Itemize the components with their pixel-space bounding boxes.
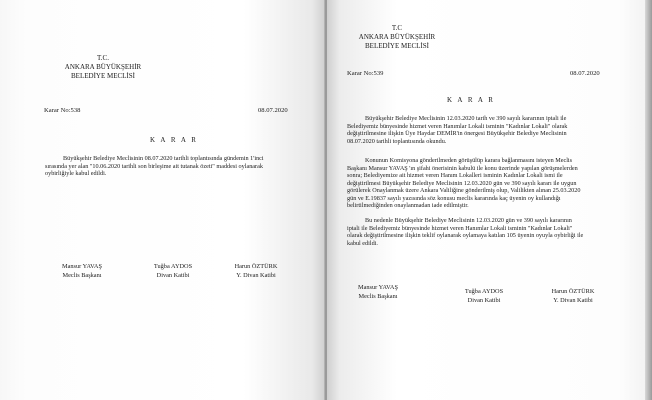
left-body-line: sırasında yer alan "10.06.2020 tarihli son birleşime ait tutanak özeti" maddesi oylanarak [45,162,263,170]
right-para-2-line: belirtilmediğinden onaylanmadan iade edilmiştir. [347,202,469,209]
right-para-2-line: Başkanı Mansur YAVAŞ 'ın şifahi önerisinin kabulü ile konu üzerinde yapılan görüşmelerden [347,164,578,172]
left-header-line-1: T.C. [97,54,109,62]
right-para-1-line: Büyükşehir Belediye Meclisinin 12.03.2020 tarih ve 390 sayılı kararının iptali ile [365,115,567,122]
signature-name: Mansur YAVAŞ [358,284,398,291]
right-signature-2 [449,287,519,305]
signature-name: Tuğba AYDOS [153,263,193,270]
left-header [58,54,148,81]
left-signature-3 [218,262,294,280]
left-signature-1 [44,262,120,280]
right-para-1 [347,115,609,145]
right-para-1-line: Belediyemiz bünyesinde hizmet veren Hanımlar Lokali isminin "Kadınlar Lokali" olarak [347,122,568,130]
right-header-line-2: ANKARA BÜYÜKŞEHİR [358,33,436,41]
right-para-3-line: kabul edildi. [347,239,378,247]
left-karar-no: Karar No:538 [44,107,81,114]
right-para-2-line: gün ve E.19837 sayılı yazısında söz konusu meclis kararında kaç üyenin oy kullandığı [347,194,561,202]
right-para-2-line: sonra; Belediyemize ait hizmet veren Hanım Lokalleri isminin Kadınlar Lokali ismi ile [347,172,563,179]
right-para-2 [347,157,609,210]
left-body-line: Büyükşehir Belediye Meclisinin 08.07.2020 tarihli toplantısında gündemin 1'inci [63,155,264,162]
signature-role: Divan Katibi [467,297,501,304]
book-page-edge [645,0,652,400]
right-header-line-3: BELEDİYE MECLİSİ [365,42,429,50]
right-page [327,0,645,400]
signature-role: Y. Divan Katibi [553,297,593,304]
right-signature-3 [535,287,611,305]
right-para-1-line: değiştirilmesine ilişkin Üye Haydar DEMİR'in önergesi Büyükşehir Belediye Meclisinin [347,130,567,137]
right-para-2-line: görülerek Onaylanmak üzere Ankara Valiliğine gönderilmiş olup, Valilikten alınan 25.03.2020 [347,187,581,194]
left-page [0,0,325,400]
signature-name: Harun ÖZTÜRK [551,288,595,295]
signature-name: Harun ÖZTÜRK [234,263,278,270]
right-para-1-line: 08.07.2020 tarihli toplantısında okundu. [347,137,447,145]
right-para-3 [347,217,609,247]
left-body-line: oybirliğiyle kabul edildi. [45,170,107,177]
left-header-line-2: ANKARA BÜYÜKŞEHİR [64,63,142,71]
right-header-line-1: T.C [391,24,403,32]
right-para-3-line: iptali ile Belediyemiz bünyesinde hizmet veren Hanımlar Lokali isminin "Kadınlar Lokali" [347,224,573,232]
signature-role: Y. Divan Katibi [236,272,276,279]
left-header-line-3: BELEDİYE MECLİSİ [71,72,135,80]
right-title: K A R A R [447,96,495,104]
left-body [45,155,293,178]
right-para-3-line: Bu nedenle Büyükşehir Belediye Meclisinin 12.03.2020 gün ve 390 sayılı kararının [365,217,572,224]
right-date: 08.07.2020 [570,70,600,77]
right-para-2-line: değiştirilmesi Büyükşehir Belediye Meclisinin 12.03.2020 gün ve 390 sayılı kararı ile uygun [347,179,577,187]
left-signature-2 [138,262,208,280]
right-signature-1 [345,283,411,301]
signature-role: Meclis Başkanı [62,272,102,279]
right-header [347,24,447,51]
right-para-3-line: olarak değiştirilmesine ilişkin teklif oylanarak oylamaya katılan 105 üyenin oyuyla oybirliği ile [347,232,584,239]
right-karar-no: Karar No:539 [347,70,384,77]
right-para-2-line: Konunun Komisyona gönderilmeden görüşülüp karara bağlanmasını isteyen Meclis [365,157,573,164]
signature-role: Meclis Başkanı [358,293,398,300]
left-title: K A R A R [150,136,198,144]
left-date: 08.07.2020 [258,107,288,114]
signature-role: Divan Katibi [156,272,190,279]
signature-name: Tuğba AYDOS [464,288,504,295]
signature-name: Mansur YAVAŞ [62,263,102,270]
